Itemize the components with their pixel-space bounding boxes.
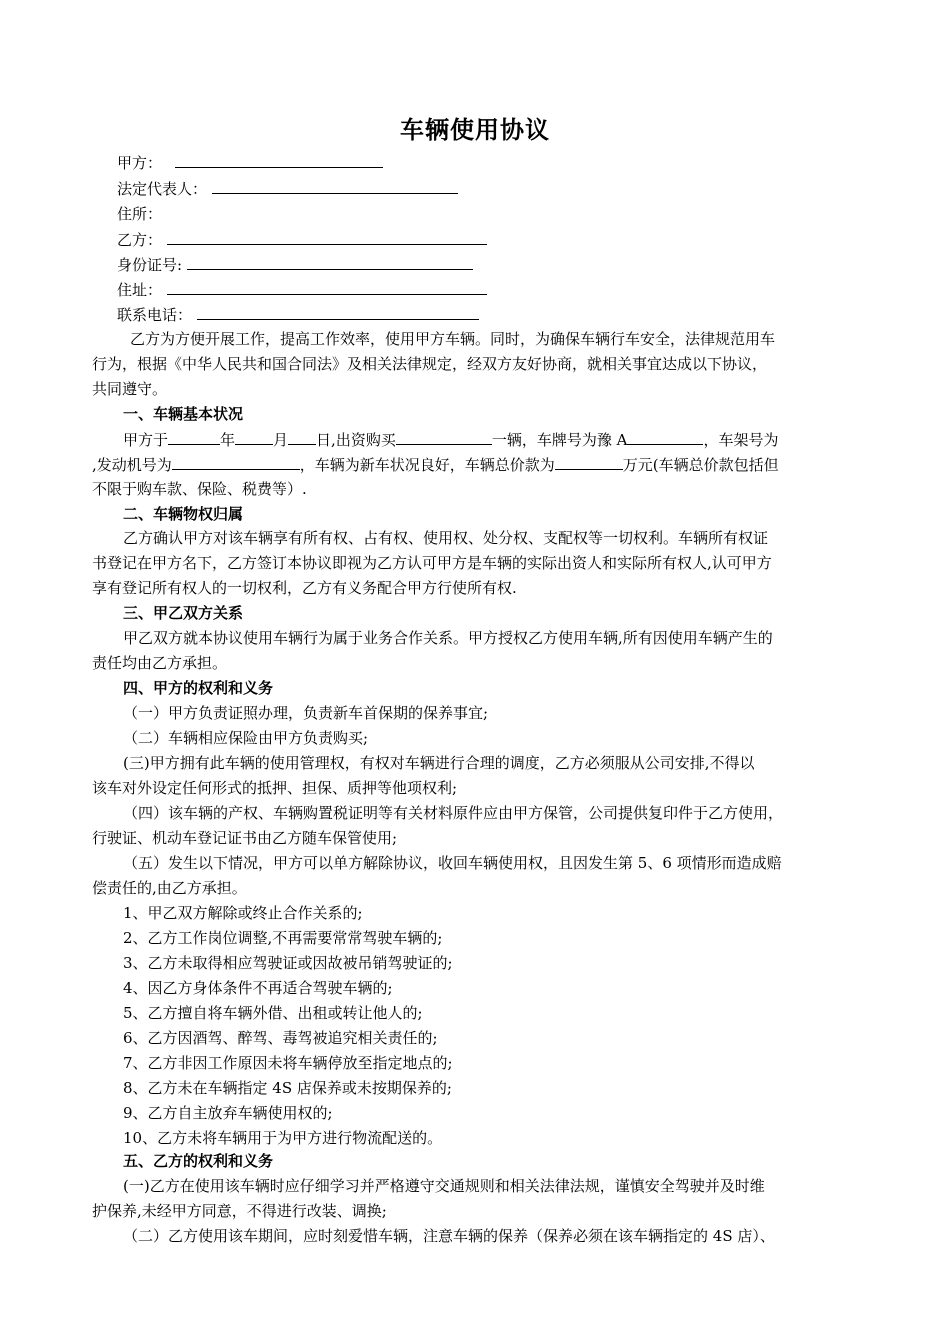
s1-text-i: 万元(车辆总价款包括但 (622, 456, 779, 474)
party-a-field (117, 152, 885, 173)
document-title: 车辆使用协议 (400, 116, 550, 144)
section1-line-3: 不限于购车款、保险、税费等）. (92, 480, 307, 498)
section4-heading: 四、甲方的权利和义务 (123, 679, 274, 697)
residence-field (117, 204, 885, 224)
month-blank (235, 429, 273, 445)
residence-label: 住所： (117, 205, 163, 223)
phone-label: 联系电话： (117, 306, 193, 324)
legal-rep-field (117, 178, 885, 199)
section4-line-6: 行驶证、机动车登记证书由乙方随车保管使用; (92, 829, 398, 847)
id-number-field (117, 254, 885, 275)
section5-heading: 五、乙方的权利和义务 (123, 1152, 274, 1170)
phone-field (117, 304, 885, 325)
section4-line-7: （五）发生以下情况，甲方可以单方解除协议，收回车辆使用权，且因发生第 5、6 项情形而造成赔 (123, 854, 782, 872)
section4-line-5: （四）该车辆的产权、车辆购置税证明等有关材料原件应由甲方保管，公司提供复印件于乙方使用， (123, 804, 784, 822)
party-a-label: 甲方： (117, 154, 163, 172)
s1-text-d: 日,出资购买 (316, 431, 396, 449)
section1-line-1 (123, 429, 891, 450)
list-item: 1、甲乙双方解除或终止合作关系的; (123, 904, 363, 922)
section4-line-1: （一）甲方负责证照办理，负责新车首保期的保养事宜; (123, 704, 489, 722)
section5-line-3: （二）乙方使用该车期间，应时刻爱惜车辆，注意车辆的保养（保养必须在该车辆指定的 4S 店）、 (123, 1227, 775, 1245)
phone-blank (197, 304, 479, 320)
list-item: 9、乙方自主放弃车辆使用权的; (123, 1104, 333, 1122)
list-item: 4、因乙方身体条件不再适合驾驶车辆的; (123, 979, 393, 997)
list-item: 2、乙方工作岗位调整,不再需要常常驾驶车辆的; (123, 929, 443, 947)
intro-line-2: 行为，根据《中华人民共和国合同法》及相关法律规定，经双方友好协商，就相关事宜达成以下协议， (92, 355, 768, 373)
section4-line-4: 该车对外设定任何形式的抵押、担保、质押等他项权利; (92, 779, 458, 797)
s1-text-c: 月 (273, 431, 289, 449)
address-field (117, 279, 885, 300)
s1-text-f: ，车架号为 (703, 431, 779, 449)
id-number-label: 身份证号: (117, 256, 183, 274)
section3-line-1: 甲乙双方就本协议使用车辆行为属于业务合作关系。甲方授权乙方使用车辆,所有因使用车辆产生的 (123, 629, 773, 647)
section3-heading: 三、甲乙双方关系 (123, 604, 244, 622)
s1-text-h: ，车辆为新车状况良好，车辆总价款为 (299, 456, 555, 474)
intro-line-3: 共同遵守。 (92, 380, 168, 398)
legal-rep-label: 法定代表人： (117, 180, 208, 198)
id-number-blank (187, 254, 473, 270)
address-label: 住址： (117, 281, 163, 299)
party-b-field (117, 229, 885, 250)
legal-rep-blank (212, 178, 458, 194)
address-blank (167, 279, 487, 295)
list-item: 5、乙方擅自将车辆外借、出租或转让他人的; (123, 1004, 423, 1022)
party-b-label: 乙方： (117, 231, 163, 249)
party-a-blank (175, 152, 383, 168)
section4-line-8: 偿责任的,由乙方承担。 (92, 879, 247, 897)
list-item: 10、乙方未将车辆用于为甲方进行物流配送的。 (123, 1129, 443, 1147)
plate-number-blank (627, 429, 703, 445)
vehicle-model-blank (396, 429, 492, 445)
section2-line-1: 乙方确认甲方对该车辆享有所有权、占有权、使用权、处分权、支配权等一切权利。车辆所有权证 (123, 529, 769, 547)
list-item: 8、乙方未在车辆指定 4S 店保养或未按期保养的; (123, 1079, 452, 1097)
list-item: 3、乙方未取得相应驾驶证或因故被吊销驾驶证的; (123, 954, 453, 972)
section1-heading: 一、车辆基本状况 (123, 405, 244, 423)
s1-text-b: 年 (220, 431, 236, 449)
list-item: 7、乙方非因工作原因未将车辆停放至指定地点的; (123, 1054, 453, 1072)
engine-number-blank (172, 454, 300, 470)
section4-line-3: (三)甲方拥有此车辆的使用管理权，有权对车辆进行合理的调度，乙方必须服从公司安排,不得以 (123, 754, 755, 772)
section5-line-2: 护保养,未经甲方同意，不得进行改装、调换; (92, 1202, 387, 1220)
section5-line-1: (一)乙方在使用该车辆时应仔细学习并严格遵守交通规则和相关法律法规，谨慎安全驾驶并及时维 (123, 1177, 765, 1195)
section2-line-3: 享有登记所有权人的一切权利，乙方有义务配合甲方行使所有权. (92, 579, 517, 597)
section2-heading: 二、车辆物权归属 (123, 505, 244, 523)
section3-line-2: 责任均由乙方承担。 (92, 654, 228, 672)
day-blank (288, 429, 316, 445)
price-blank (555, 454, 623, 470)
party-b-blank (167, 229, 487, 245)
s1-text-e: 一辆，车牌号为豫 A (491, 431, 628, 449)
intro-line-1: 乙方为方便开展工作，提高工作效率，使用甲方车辆。同时，为确保车辆行车安全，法律规范用车 (130, 330, 776, 348)
year-blank (168, 429, 220, 445)
section2-line-2: 书登记在甲方名下，乙方签订本协议即视为乙方认可甲方是车辆的实际出资人和实际所有权人,认可甲方 (92, 554, 772, 572)
section1-line-2 (92, 454, 860, 475)
s1-text-g: ,发动机号为 (92, 456, 172, 474)
section4-line-2: （二）车辆相应保险由甲方负责购买; (123, 729, 369, 747)
s1-text-a: 甲方于 (123, 431, 169, 449)
list-item: 6、乙方因酒驾、醉驾、毒驾被追究相关责任的; (123, 1029, 438, 1047)
